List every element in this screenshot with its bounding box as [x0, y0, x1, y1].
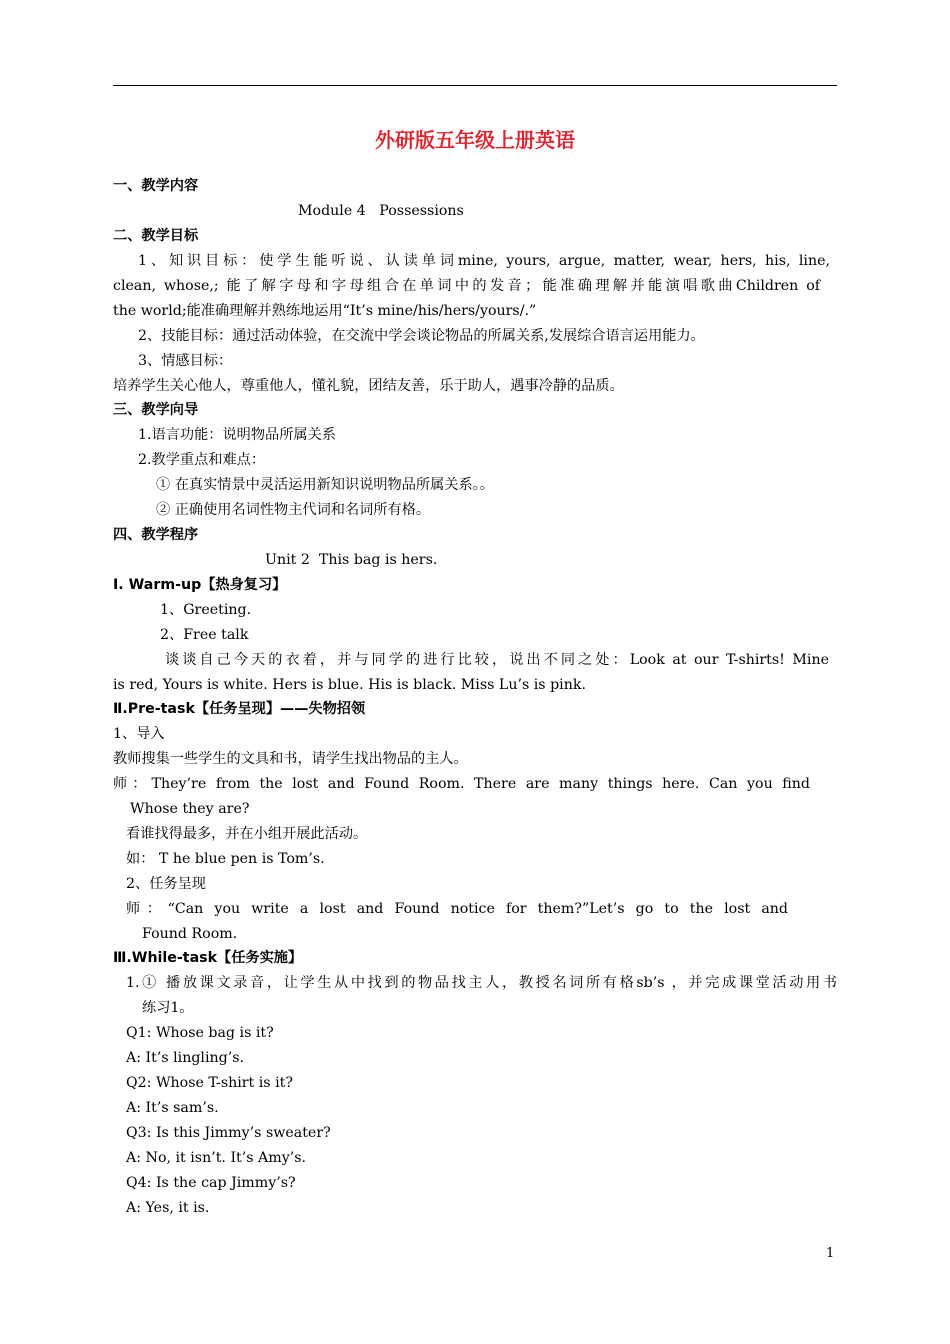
dialogue-line: A: No, it isn’t. It’s Amy’s.: [126, 1150, 307, 1166]
dialogue-line: Q4: Is the cap Jimmy’s?: [126, 1175, 296, 1191]
section-heading-guidance: 三、教学向导: [113, 402, 199, 418]
body-line: 师：They’re from the lost and Found Room. There are many things here. Can you find: [113, 776, 810, 792]
body-line: 1、导入: [113, 726, 165, 742]
stage-heading-whiletask: Ⅲ.While-task【任务实施】: [113, 950, 303, 966]
document-title: 外研版五年级上册英语: [375, 128, 575, 152]
body-line: ① 在真实情景中灵活运用新知识说明物品所属关系。。: [156, 477, 494, 493]
body-line: 2.教学重点和难点：: [138, 452, 266, 468]
body-line: 看谁找得最多，并在小组开展此活动。: [126, 826, 368, 842]
body-line: 2、技能目标：通过活动体验，在交流中学会谈论物品的所属关系,发展综合语言运用能力。: [138, 328, 705, 344]
dialogue-line: Q2: Whose T-shirt is it?: [126, 1075, 293, 1091]
section-heading-objectives: 二、教学目标: [113, 228, 199, 244]
body-line: 1.语言功能：说明物品所属关系: [138, 427, 336, 443]
page-number: 1: [826, 1246, 835, 1261]
body-line: ② 正确使用名词性物主代词和名词所有格。: [156, 502, 431, 518]
header-rule: [113, 85, 837, 86]
body-line: clean, whose,; 能了解字母和字母组合在单词中的发音；能准确理解并能演唱歌曲Children of: [113, 278, 820, 294]
dialogue-line: A: It’s lingling’s.: [126, 1050, 245, 1066]
body-line: 培养学生关心他人，尊重他人，懂礼貌，团结友善，乐于助人，遇事冷静的品质。: [113, 378, 624, 394]
body-line: 如： T he blue pen is Tom’s.: [126, 851, 325, 867]
section-heading-content: 一、教学内容: [113, 178, 199, 194]
body-line: the world;能准确理解并熟练地运用“It’s mine/his/hers/yours/.”: [113, 303, 537, 319]
body-line: is red, Yours is white. Hers is blue. His is black. Miss Lu’s is pink.: [113, 677, 586, 693]
body-line: Found Room.: [142, 926, 238, 942]
dialogue-line: A: Yes, it is.: [126, 1200, 210, 1216]
body-line: 1、Greeting.: [160, 602, 252, 618]
dialogue-line: A: It’s sam’s.: [126, 1100, 219, 1116]
dialogue-line: Q3: Is this Jimmy’s sweater?: [126, 1125, 331, 1141]
body-line: 3、情感目标：: [138, 353, 233, 369]
dialogue-line: Q1: Whose bag is it?: [126, 1025, 274, 1041]
body-line: 谈谈自己今天的衣着，并与同学的进行比较，说出不同之处：Look at our T-shirts! Mine: [165, 652, 829, 668]
body-line: Whose they are?: [130, 801, 250, 817]
body-line: 2、任务呈现: [126, 876, 206, 892]
module-title: Module 4 Possessions: [298, 203, 464, 219]
body-line: 练习1。: [142, 1000, 194, 1016]
stage-heading-warmup: Ⅰ. Warm-up【热身复习】: [113, 577, 287, 593]
body-line: 2、Free talk: [160, 627, 249, 643]
body-line: 教师搜集一些学生的文具和书，请学生找出物品的主人。: [113, 751, 468, 767]
body-line: 师：“Can you write a lost and Found notice for them?”Let’s go to the lost and: [126, 901, 788, 917]
section-heading-procedure: 四、教学程序: [113, 527, 199, 543]
body-line: 1、知识目标：使学生能听说、认读单词mine, yours, argue, matter, wear, hers, his, line,: [138, 253, 830, 269]
unit-title: Unit 2 This bag is hers.: [265, 552, 438, 568]
body-line: 1.① 播放课文录音，让学生从中找到的物品找主人，教授名词所有格sb’s ，并完成课堂活动用书: [126, 975, 837, 991]
stage-heading-pretask: Ⅱ.Pre-task【任务呈现】——失物招领: [113, 701, 366, 717]
